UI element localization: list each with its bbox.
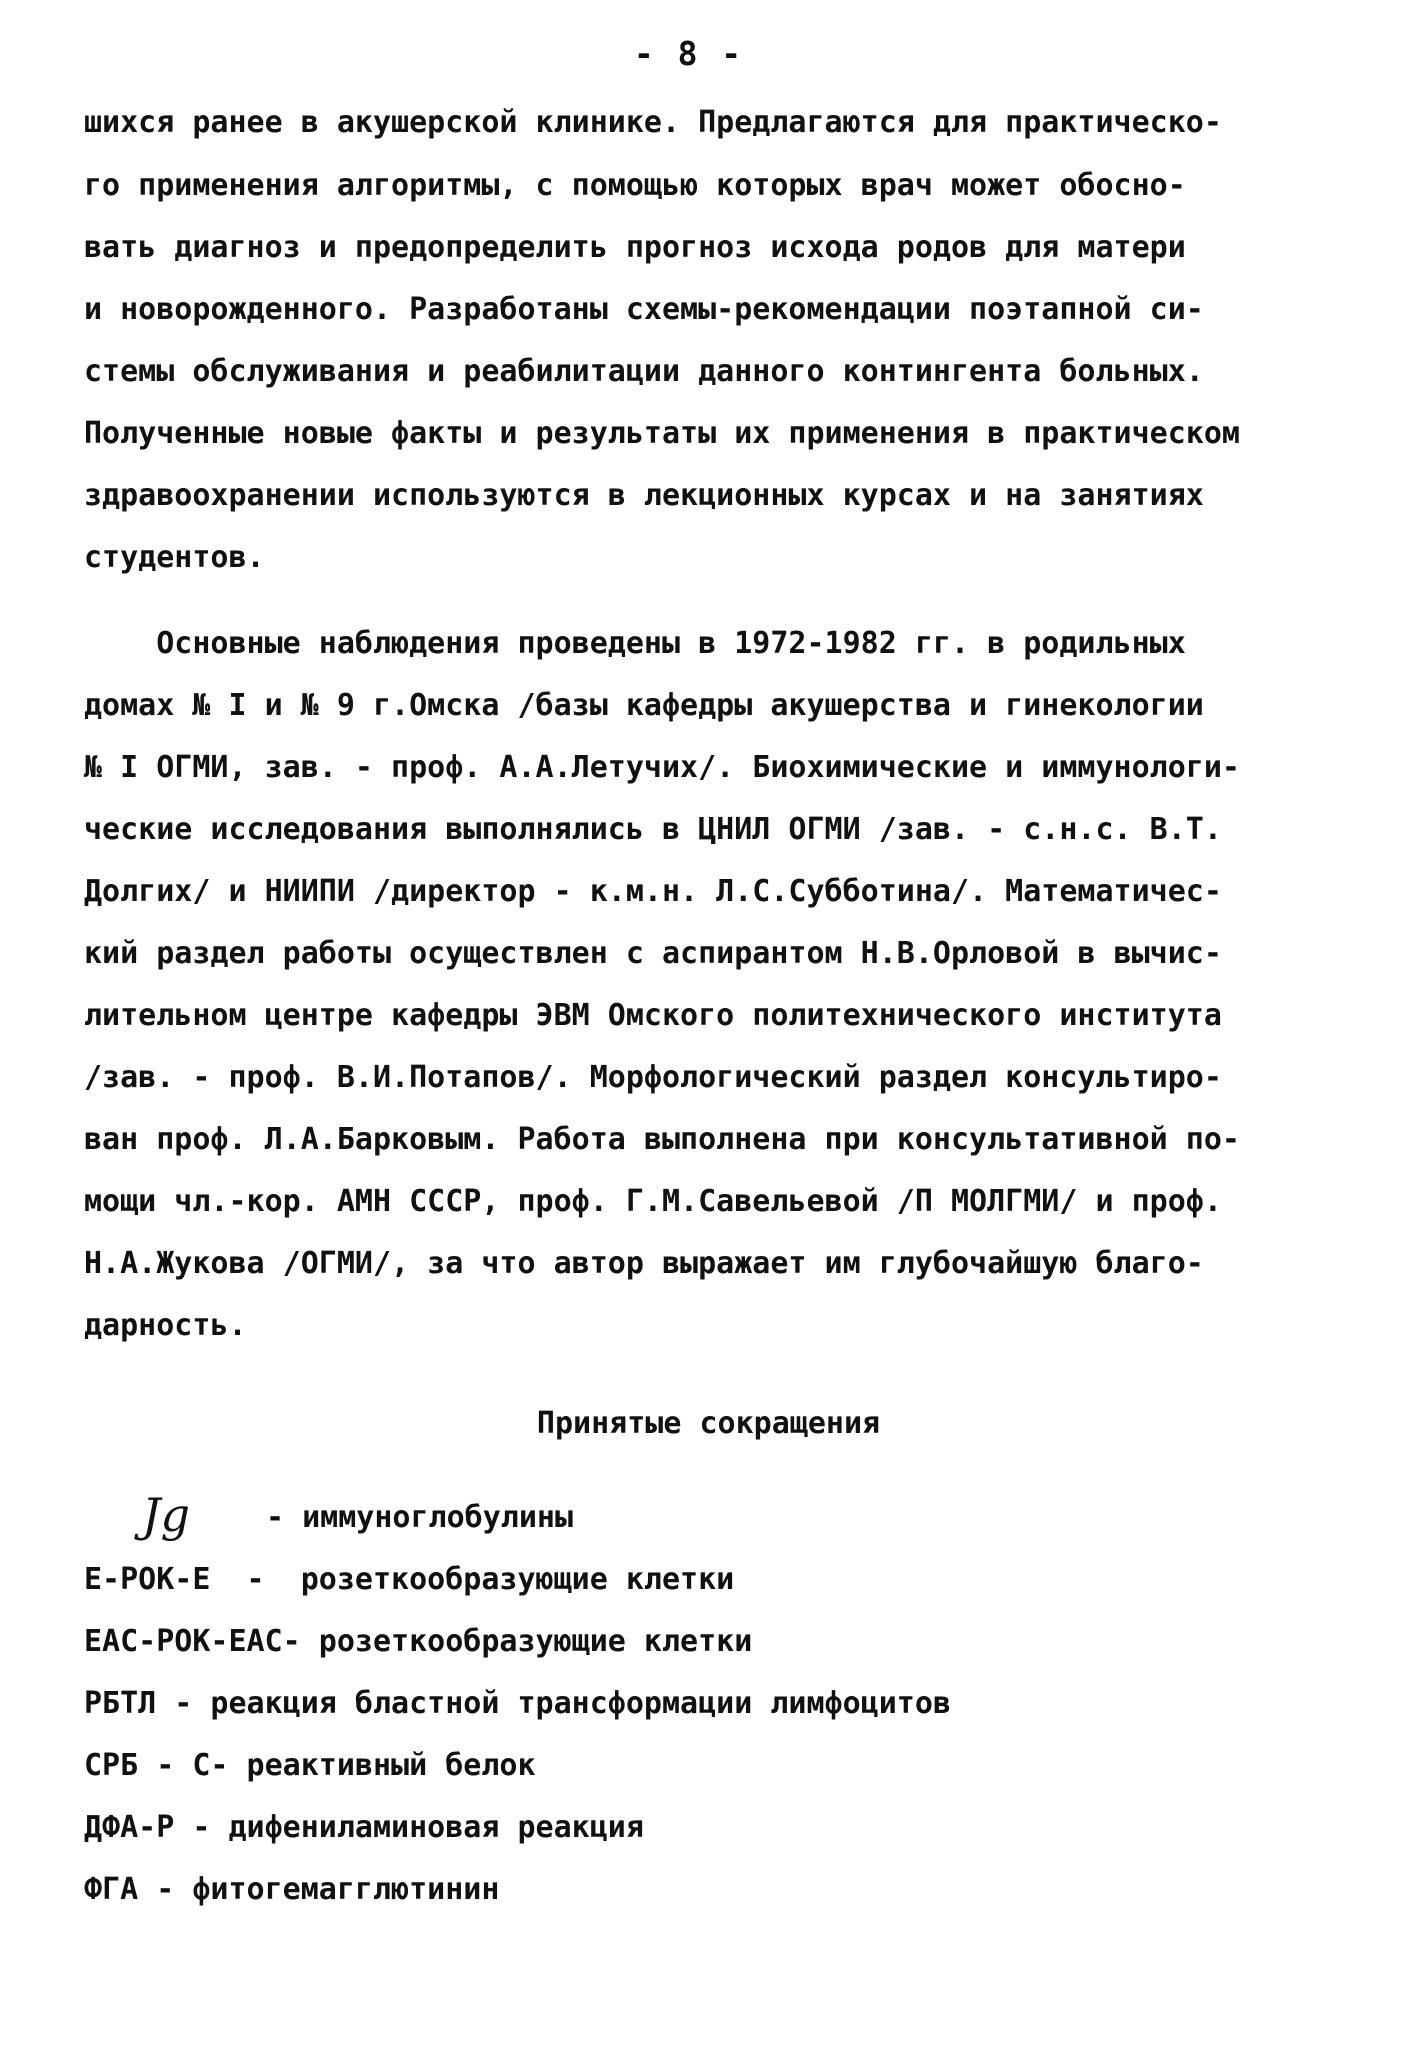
text-line: дарность.: [84, 1308, 247, 1343]
text-line: кий раздел работы осуществлен с аспирантом Н.В.Орловой в вычис-: [84, 936, 1222, 971]
abbreviation-item: СРБ - С- реактивный белок: [84, 1748, 536, 1783]
abbreviation-item: РБТЛ - реакция бластной трансформации лимфоцитов: [84, 1686, 951, 1721]
text-line: домах № I и № 9 г.Омска /базы кафедры акушерства и гинекологии: [84, 688, 1204, 723]
text-line: ческие исследования выполнялись в ЦНИЛ ОГМИ /зав. - с.н.с. В.Т.: [84, 812, 1222, 847]
abbreviation-item: Е-РОК-Е - розеткообразующие клетки: [84, 1562, 735, 1597]
abbreviation-item: ЕАС-РОК-ЕАС- розеткообразующие клетки: [84, 1624, 753, 1659]
text-line: Долгих/ и НИИПИ /директор - к.м.н. Л.С.Субботина/. Математичес-: [84, 874, 1222, 909]
abbreviation-item: ФГА - фитогемагглютинин: [84, 1872, 500, 1907]
text-line: /зав. - проф. В.И.Потапов/. Морфологический раздел консультиро-: [84, 1060, 1222, 1095]
text-line: стемы обслуживания и реабилитации данного контингента больных.: [84, 354, 1204, 389]
abbreviations-heading: Принятые сокращения: [536, 1406, 881, 1441]
text-line: студентов.: [84, 540, 265, 575]
abbreviation-term-handwritten: Jg: [142, 1488, 190, 1542]
text-line: ван проф. Л.А.Барковым. Работа выполнена при консультативной по-: [84, 1122, 1240, 1157]
text-line: здравоохранении используются в лекционных курсах и на занятиях: [84, 478, 1204, 513]
page-number: - 8 -: [633, 34, 744, 73]
text-line: и новорожденного. Разработаны схемы-рекомендации поэтапной си-: [84, 292, 1204, 327]
abbreviation-definition: - иммуноглобулины: [266, 1500, 574, 1535]
text-line: мощи чл.-кор. АМН СССР, проф. Г.М.Савельевой /П МОЛГМИ/ и проф.: [84, 1184, 1222, 1219]
text-line: Полученные новые факты и результаты их применения в практическом: [84, 416, 1240, 451]
abbreviation-item: ДФА-Р - дифениламиновая реакция: [84, 1810, 644, 1845]
text-line: Основные наблюдения проведены в 1972-1982 гг. в родильных: [84, 626, 1186, 661]
text-line: го применения алгоритмы, с помощью которых врач может обосно-: [84, 168, 1186, 203]
text-line: Н.А.Жукова /ОГМИ/, за что автор выражает им глубочайшую благо-: [84, 1246, 1204, 1281]
text-line: № I ОГМИ, зав. - проф. А.А.Летучих/. Биохимические и иммунологи-: [84, 750, 1240, 785]
text-line: шихся ранее в акушерской клинике. Предлагаются для практическо-: [84, 105, 1222, 140]
text-line: вать диагноз и предопределить прогноз исхода родов для матери: [84, 230, 1186, 265]
text-line: лительном центре кафедры ЭВМ Омского политехнического института: [84, 998, 1222, 1033]
